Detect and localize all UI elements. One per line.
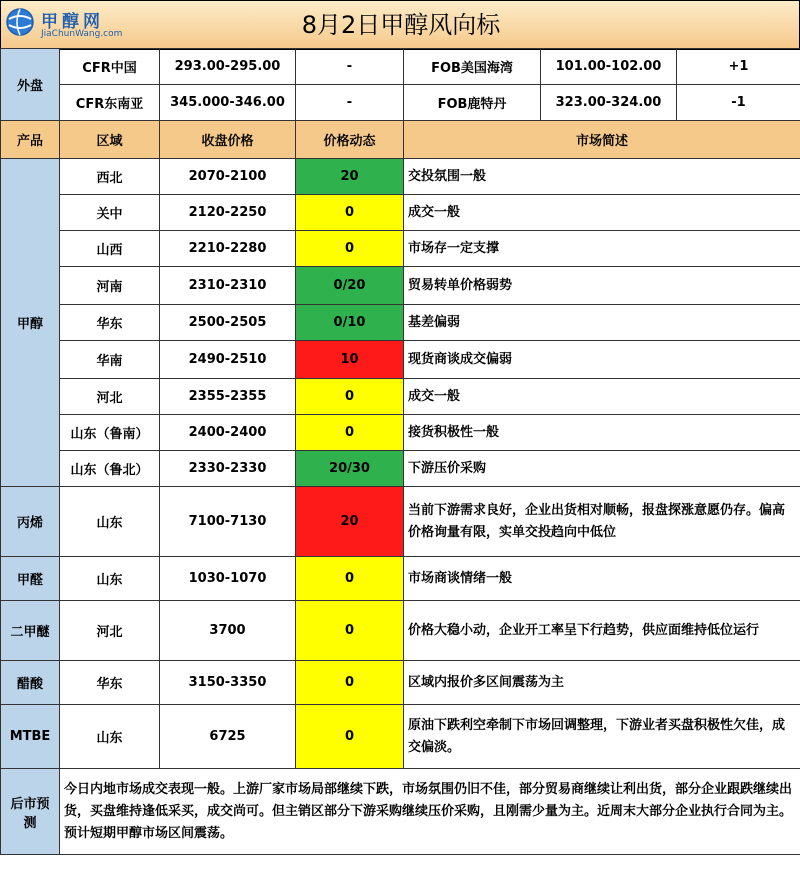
price-cell: 2355-2355 [160,379,296,415]
region-cell: 华东 [60,661,160,705]
summary-cell: 交投氛围一般 [404,159,800,195]
product-name: 甲醇 [1,159,60,487]
region-cell: 山东（鲁北） [60,451,160,487]
price-cell: 1030-1070 [160,557,296,601]
summary-cell: 区域内报价多区间震荡为主 [404,661,800,705]
external-label: 外盘 [1,49,60,121]
external-right-price: 101.00-102.00 [541,49,677,85]
price-cell: 2210-2280 [160,231,296,267]
external-left-price: 345.000-346.00 [160,85,296,121]
product-row [1,705,800,769]
change-cell: 20/30 [296,451,404,487]
forecast-row [1,769,800,855]
change-cell: 0 [296,601,404,661]
region-cell: 山东 [60,557,160,601]
price-cell: 2070-2100 [160,159,296,195]
external-left-change: - [296,49,404,85]
product-name: MTBE [1,705,60,769]
change-cell: 0 [296,379,404,415]
external-row [1,85,800,121]
region-cell: 山东（鲁南） [60,415,160,451]
product-row [1,415,800,451]
summary-cell: 市场存一定支撑 [404,231,800,267]
region-cell: 山东 [60,705,160,769]
product-row [1,379,800,415]
external-right-change: +1 [677,49,800,85]
summary-cell: 市场商谈情绪一般 [404,557,800,601]
summary-cell: 贸易转单价格弱势 [404,267,800,305]
product-row [1,159,800,195]
page-title: 8月2日甲醇风向标 [301,11,501,39]
price-cell: 2310-2310 [160,267,296,305]
price-table [0,48,800,855]
forecast-text: 今日内地市场成交表现一般。上游厂家市场局部继续下跌，市场氛围仍旧不佳，部分贸易商继续让利出货，部分企业跟跌继续出货，买盘维持逢低采买，成交尚可。但主销区部分下游采购继续压价采购，且刚需少量为主。近周末大部分企业执行合同为主。预计短期甲醇市场区间震荡。 [60,769,800,855]
product-name: 二甲醚 [1,601,60,661]
region-cell: 关中 [60,195,160,231]
external-row [1,49,800,85]
external-left-name: CFR中国 [60,49,160,85]
col-summary: 市场简述 [404,121,800,159]
summary-cell: 成交一般 [404,195,800,231]
summary-cell: 原油下跌利空牵制下市场回调整理，下游业者买盘积极性欠佳，成交偏淡。 [404,705,800,769]
product-row [1,557,800,601]
col-region: 区域 [60,121,160,159]
title-bar [0,0,800,50]
col-change: 价格动态 [296,121,404,159]
logo-domain: JiaChunWang.com [41,29,123,39]
change-cell: 0 [296,195,404,231]
product-name: 醋酸 [1,661,60,705]
product-name: 丙烯 [1,487,60,557]
external-left-price: 293.00-295.00 [160,49,296,85]
region-cell: 华南 [60,341,160,379]
external-right-change: -1 [677,85,800,121]
price-cell: 2500-2505 [160,305,296,341]
product-name: 甲醛 [1,557,60,601]
price-cell: 2490-2510 [160,341,296,379]
summary-cell: 价格大稳小动，企业开工率呈下行趋势，供应面维持低位运行 [404,601,800,661]
price-cell: 2330-2330 [160,451,296,487]
col-price: 收盘价格 [160,121,296,159]
external-left-change: - [296,85,404,121]
external-right-name: FOB美国海湾 [404,49,541,85]
change-cell: 0 [296,415,404,451]
change-cell: 0 [296,231,404,267]
column-header-row [1,121,800,159]
external-right-price: 323.00-324.00 [541,85,677,121]
logo-chinese-name: 甲醇网 [41,12,104,32]
product-row [1,487,800,557]
price-cell: 3150-3350 [160,661,296,705]
product-row [1,341,800,379]
summary-cell: 成交一般 [404,379,800,415]
summary-cell: 现货商谈成交偏弱 [404,341,800,379]
change-cell: 0 [296,661,404,705]
summary-cell: 下游压价采购 [404,451,800,487]
price-cell: 3700 [160,601,296,661]
region-cell: 河南 [60,267,160,305]
product-row [1,305,800,341]
price-cell: 6725 [160,705,296,769]
change-cell: 20 [296,159,404,195]
product-row [1,267,800,305]
product-row [1,231,800,267]
region-cell: 山东 [60,487,160,557]
product-row [1,601,800,661]
external-right-name: FOB鹿特丹 [404,85,541,121]
region-cell: 河北 [60,601,160,661]
col-product: 产品 [1,121,60,159]
change-cell: 0/10 [296,305,404,341]
region-cell: 山西 [60,231,160,267]
change-cell: 20 [296,487,404,557]
price-cell: 7100-7130 [160,487,296,557]
external-left-name: CFR东南亚 [60,85,160,121]
region-cell: 华东 [60,305,160,341]
summary-cell: 当前下游需求良好，企业出货相对顺畅，报盘探涨意愿仍存。偏高价格询量有限，实单交投趋向中低位 [404,487,800,557]
forecast-label: 后市预测 [1,769,60,855]
product-row [1,195,800,231]
price-cell: 2400-2400 [160,415,296,451]
change-cell: 0 [296,705,404,769]
product-row [1,661,800,705]
change-cell: 10 [296,341,404,379]
region-cell: 西北 [60,159,160,195]
price-cell: 2120-2250 [160,195,296,231]
summary-cell: 接货积极性一般 [404,415,800,451]
region-cell: 河北 [60,379,160,415]
change-cell: 0 [296,557,404,601]
change-cell: 0/20 [296,267,404,305]
summary-cell: 基差偏弱 [404,305,800,341]
product-row [1,451,800,487]
